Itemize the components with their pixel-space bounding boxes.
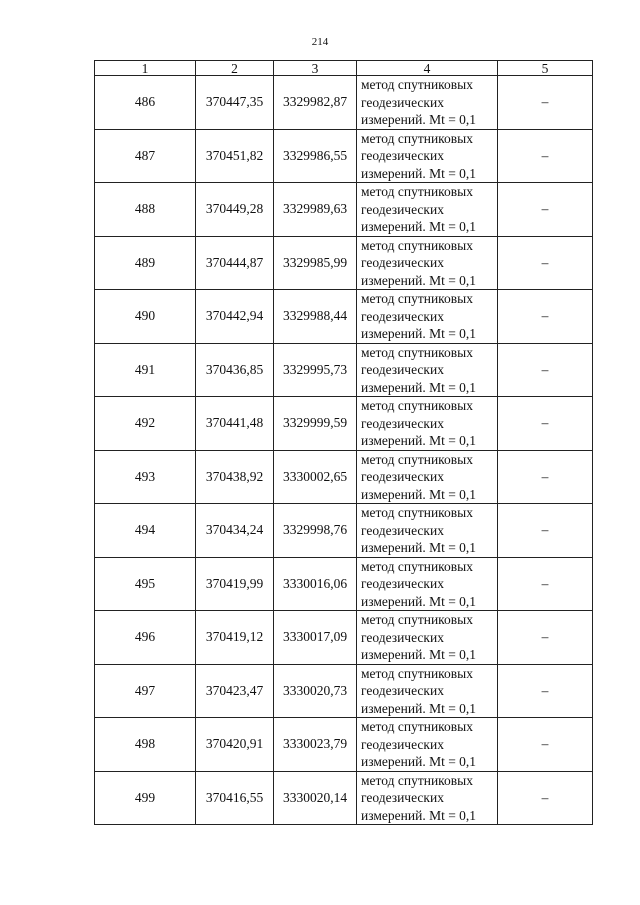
coordinate-y: 3330017,09 <box>274 611 357 665</box>
method-line-1: метод спутниковых <box>361 665 473 681</box>
method-cell <box>357 129 498 183</box>
method-line-1: метод спутниковых <box>361 612 473 627</box>
coordinate-y: 3330016,06 <box>274 557 357 611</box>
method-line-2: геодезических <box>361 94 444 110</box>
column-header-1: 1 <box>95 61 196 76</box>
note-cell: – <box>498 183 593 237</box>
method-line-1: метод спутниковых <box>361 505 473 520</box>
coordinate-x: 370434,24 <box>196 504 274 558</box>
column-header-4: 4 <box>357 61 498 76</box>
point-number: 491 <box>95 343 196 397</box>
method-cell <box>357 504 498 558</box>
method-line-1: метод спутниковых <box>361 344 473 360</box>
method-line-3: измерений. Mt = 0,1 <box>361 433 477 448</box>
method-cell <box>357 557 498 611</box>
table-row <box>95 76 593 130</box>
point-number: 490 <box>95 290 196 344</box>
method-line-2: геодезических <box>361 415 444 431</box>
method-cell <box>357 236 498 290</box>
page-number: 214 <box>311 36 329 48</box>
point-number: 496 <box>95 611 196 665</box>
method-line-1: метод спутниковых <box>361 77 473 92</box>
point-number: 497 <box>95 664 196 718</box>
method-line-2: геодезических <box>361 576 444 591</box>
method-line-3: измерений. Mt = 0,1 <box>361 593 477 609</box>
method-line-2: геодезических <box>361 469 444 484</box>
method-line-3: измерений. Mt = 0,1 <box>361 326 477 341</box>
note-cell: – <box>498 397 593 451</box>
coordinate-y: 3330020,14 <box>274 771 357 825</box>
method-cell <box>357 771 498 825</box>
method-line-3: измерений. Mt = 0,1 <box>361 807 477 823</box>
coordinate-y: 3329982,87 <box>274 76 357 130</box>
method-line-1: метод спутниковых <box>361 719 473 734</box>
coordinate-y: 3329988,44 <box>274 290 357 344</box>
table-body <box>95 76 593 825</box>
point-number: 494 <box>95 504 196 558</box>
column-header-5: 5 <box>498 61 593 76</box>
point-number: 488 <box>95 183 196 237</box>
note-cell: – <box>498 664 593 718</box>
method-line-2: геодезических <box>361 629 444 645</box>
point-number: 493 <box>95 450 196 504</box>
method-line-2: геодезических <box>361 362 444 377</box>
method-line-2: геодезических <box>361 201 444 217</box>
table-row <box>95 343 593 397</box>
table-row <box>95 129 593 183</box>
coordinate-x: 370436,85 <box>196 343 274 397</box>
method-line-1: метод спутниковых <box>361 184 473 199</box>
method-line-1: метод спутниковых <box>361 451 473 467</box>
method-line-3: измерений. Mt = 0,1 <box>361 112 477 127</box>
method-cell <box>357 397 498 451</box>
table-row <box>95 290 593 344</box>
table-row <box>95 664 593 718</box>
coordinate-y: 3329989,63 <box>274 183 357 237</box>
method-line-3: измерений. Mt = 0,1 <box>361 219 477 234</box>
method-line-2: геодезических <box>361 308 444 324</box>
table-row <box>95 450 593 504</box>
coordinate-x: 370444,87 <box>196 236 274 290</box>
point-number: 499 <box>95 771 196 825</box>
method-cell <box>357 450 498 504</box>
note-cell: – <box>498 557 593 611</box>
method-cell <box>357 183 498 237</box>
point-number: 492 <box>95 397 196 451</box>
method-line-3: измерений. Mt = 0,1 <box>361 272 477 288</box>
coordinate-x: 370441,48 <box>196 397 274 451</box>
note-cell: – <box>498 718 593 772</box>
table-row <box>95 236 593 290</box>
point-number: 495 <box>95 557 196 611</box>
coordinate-y: 3329998,76 <box>274 504 357 558</box>
coordinate-y: 3330020,73 <box>274 664 357 718</box>
coordinate-x: 370438,92 <box>196 450 274 504</box>
method-cell <box>357 664 498 718</box>
coordinate-x: 370449,28 <box>196 183 274 237</box>
column-header-2: 2 <box>196 61 274 76</box>
note-cell: – <box>498 129 593 183</box>
method-line-1: метод спутниковых <box>361 291 473 306</box>
point-number: 489 <box>95 236 196 290</box>
table-row <box>95 504 593 558</box>
coordinate-x: 370416,55 <box>196 771 274 825</box>
method-line-3: измерений. Mt = 0,1 <box>361 700 477 716</box>
coordinate-x: 370420,91 <box>196 718 274 772</box>
point-number: 498 <box>95 718 196 772</box>
coordinate-x: 370419,12 <box>196 611 274 665</box>
note-cell: – <box>498 236 593 290</box>
column-header-3: 3 <box>274 61 357 76</box>
note-cell: – <box>498 611 593 665</box>
method-cell <box>357 76 498 130</box>
method-line-2: геодезических <box>361 148 444 163</box>
method-line-3: измерений. Mt = 0,1 <box>361 486 477 502</box>
method-line-2: геодезических <box>361 790 444 805</box>
coordinate-y: 3330023,79 <box>274 718 357 772</box>
method-line-1: метод спутниковых <box>361 237 473 253</box>
method-line-2: геодезических <box>361 683 444 698</box>
method-line-3: измерений. Mt = 0,1 <box>361 165 477 181</box>
method-line-2: геодезических <box>361 736 444 752</box>
method-cell <box>357 611 498 665</box>
coordinate-y: 3329985,99 <box>274 236 357 290</box>
note-cell: – <box>498 771 593 825</box>
method-line-1: метод спутниковых <box>361 398 473 413</box>
coordinate-x: 370451,82 <box>196 129 274 183</box>
coordinate-y: 3329986,55 <box>274 129 357 183</box>
coordinate-x: 370442,94 <box>196 290 274 344</box>
note-cell: – <box>498 76 593 130</box>
method-line-3: измерений. Mt = 0,1 <box>361 647 477 662</box>
note-cell: – <box>498 343 593 397</box>
method-line-3: измерений. Mt = 0,1 <box>361 379 477 395</box>
note-cell: – <box>498 290 593 344</box>
table-row <box>95 397 593 451</box>
point-number: 486 <box>95 76 196 130</box>
coordinate-y: 3329995,73 <box>274 343 357 397</box>
method-line-1: метод спутниковых <box>361 130 473 146</box>
coordinate-y: 3330002,65 <box>274 450 357 504</box>
method-line-3: измерений. Mt = 0,1 <box>361 754 477 769</box>
method-line-1: метод спутниковых <box>361 558 473 574</box>
method-cell <box>357 343 498 397</box>
table-row <box>95 771 593 825</box>
table-row <box>95 718 593 772</box>
point-number: 487 <box>95 129 196 183</box>
note-cell: – <box>498 450 593 504</box>
coordinate-x: 370423,47 <box>196 664 274 718</box>
method-cell <box>357 290 498 344</box>
method-line-1: метод спутниковых <box>361 772 473 788</box>
coordinate-x: 370419,99 <box>196 557 274 611</box>
coordinate-y: 3329999,59 <box>274 397 357 451</box>
method-line-3: измерений. Mt = 0,1 <box>361 540 477 555</box>
table-row <box>95 557 593 611</box>
note-cell: – <box>498 504 593 558</box>
table-header-row <box>95 61 593 76</box>
table-row <box>95 183 593 237</box>
coordinates-table <box>94 60 593 825</box>
method-line-2: геодезических <box>361 255 444 270</box>
table-row <box>95 611 593 665</box>
coordinate-x: 370447,35 <box>196 76 274 130</box>
method-cell <box>357 718 498 772</box>
method-line-2: геодезических <box>361 522 444 538</box>
